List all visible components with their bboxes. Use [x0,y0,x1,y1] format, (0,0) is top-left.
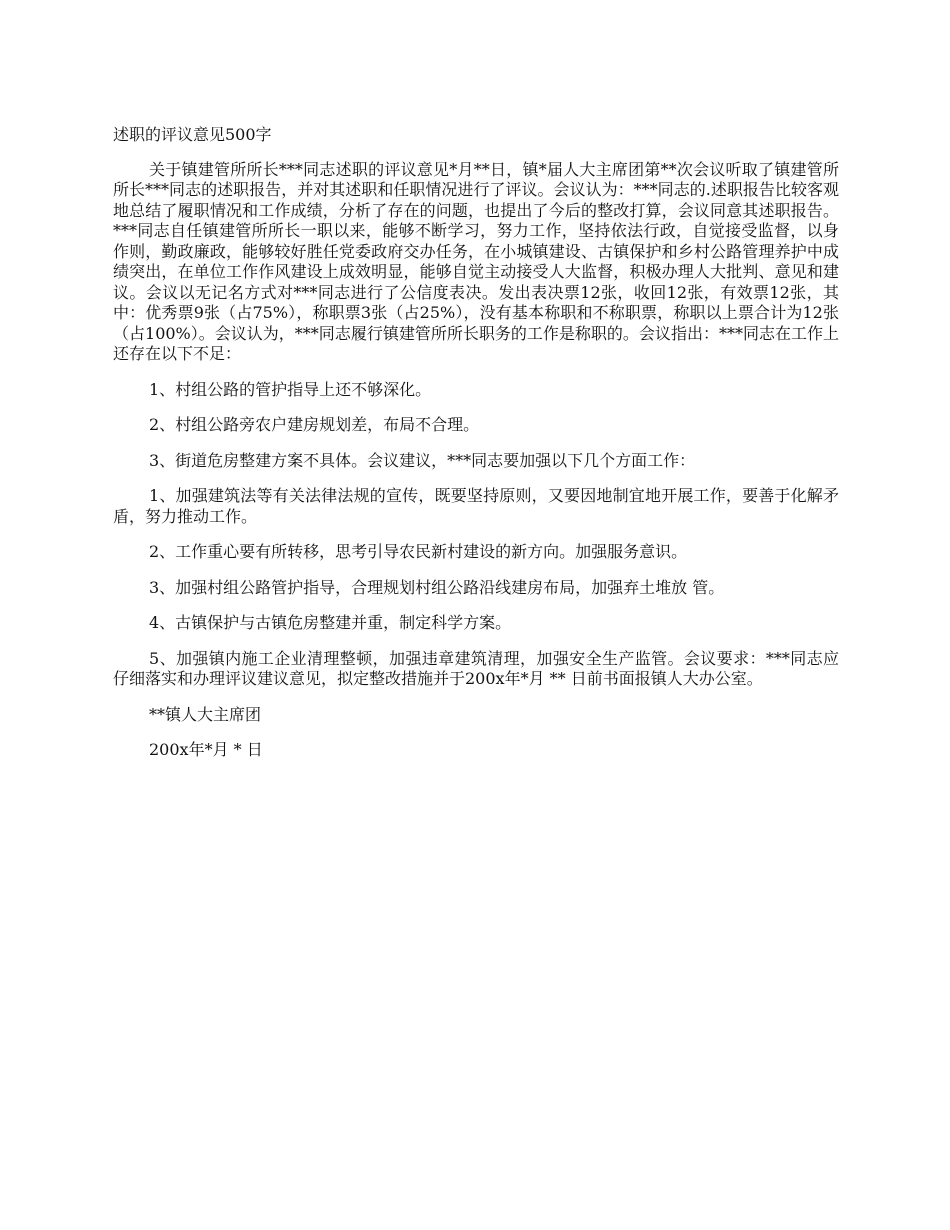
document-title: 述职的评议意见500字 [113,125,272,144]
document-date: 200x年*月 * 日 [149,740,263,759]
signature: **镇人大主席团 [149,704,262,724]
paragraph-suggestion-2: 2、工作重心要有所转移，思考引导农民新村建设的新方向。加强服务意识。 [149,542,688,561]
paragraph-suggestion-4: 4、古镇保护与古镇危房整建并重，制定科学方案。 [149,613,512,632]
paragraph-shortcoming-3: 3、街道危房整建方案不具体。会议建议，***同志要加强以下几个方面工作： [149,450,696,470]
document-page [113,125,839,776]
paragraph-intro: 关于镇建管所所长***同志述职的评议意见*月**日，镇*届人大主席团第**次会议听取了镇建管所所长***同志的述职报告，并对其述职和任职情况进行了评议。会议认为：***同志的.述职报告比较客观地总结了履职情况和工作成绩，分析了存在的问题，也提出了今后的整改打算，会议同意其述职报告。***同志自任镇建管所所长一职以来，能够不断学习，努力工作，坚持依法行政，自觉接受监督，以身作则，勤政廉政，能够较好胜任党委政府交办任务，在小城镇建设、古镇保护和乡村公路管理养护中成绩突出，在单位工作作风建设上成效明显，能够自觉主动接受人大监督，积极办理人大批判、意见和建议。会议以无记名方式对***同志进行了公信度表决。发出表决票12张，收回12张，有效票12张，其中：优秀票9张（占75%），称职票3张（占25%），没有基本称职和不称职票，称职以上票合计为12张（占100%）。会议认为，***同志履行镇建管所所长职务的工作是称职的。会议指出：***同志在工作上还存在以下不足： [113,159,839,363]
paragraph-shortcoming-1: 1、村组公路的管护指导上还不够深化。 [149,379,432,399]
paragraph-shortcoming-2: 2、村组公路旁农户建房规划差，布局不合理。 [149,415,480,434]
paragraph-suggestion-1: 1、加强建筑法等有关法律法规的宣传，既要坚持原则，又要因地制宜地开展工作，要善于化解矛盾，努力推动工作。 [113,486,839,526]
paragraph-suggestion-3: 3、加强村组公路管护指导，合理规划村组公路沿线建房布局，加强弃土堆放 管。 [149,577,725,597]
paragraph-suggestion-5: 5、加强镇内施工企业清理整顿，加强违章建筑清理，加强安全生产监管。会议要求：***同志应仔细落实和办理评议建议意见，拟定整改措施并于200x年*月 ** 日前书面报镇人大办公室。 [113,648,839,688]
